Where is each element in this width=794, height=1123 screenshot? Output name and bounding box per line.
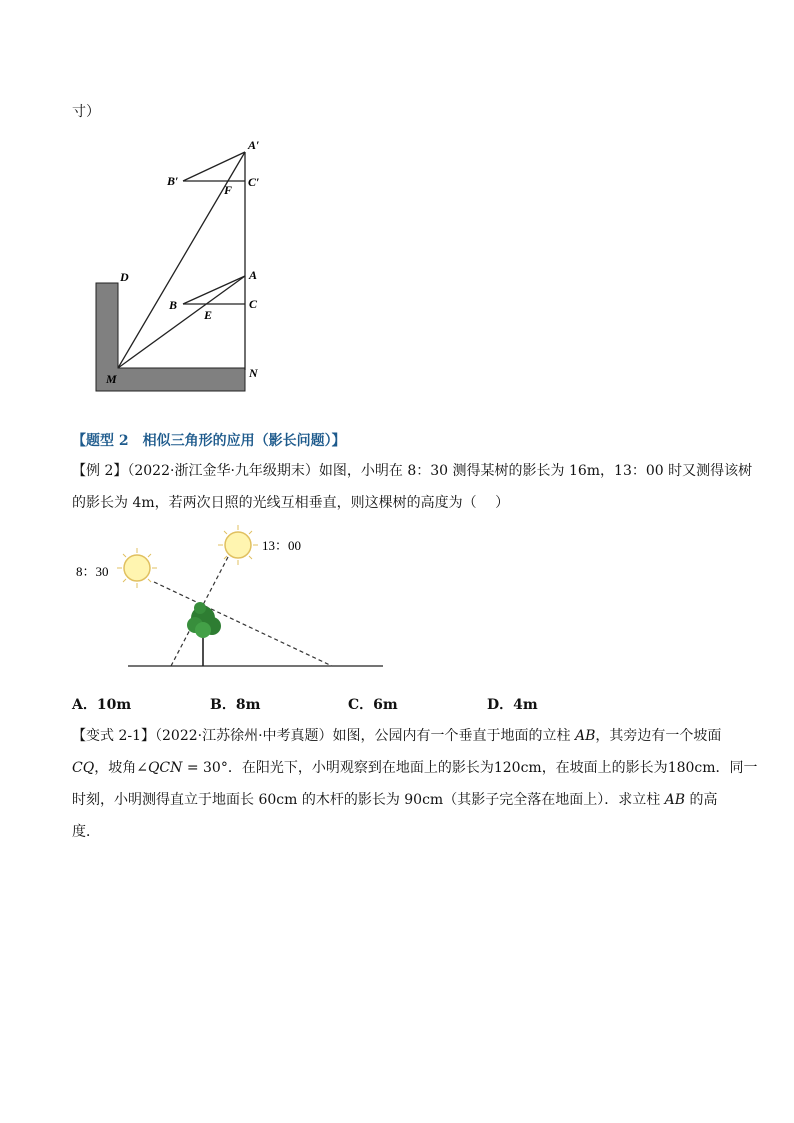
variable-CQ: CQ [72, 760, 95, 776]
label-M: M [106, 372, 117, 386]
label-A: A [249, 268, 258, 282]
option-d[interactable] [487, 694, 538, 714]
example-source: （2022·浙江金华·九年级期末） [127, 463, 319, 479]
variant-text: ，其旁边有一个坡面 [595, 728, 722, 744]
option-a-letter: A． [72, 697, 97, 713]
label-C: C [249, 297, 258, 311]
example-2-line-1 [72, 462, 752, 480]
variant-text: ．同一 [715, 760, 758, 776]
variable-QCN: QCN [147, 760, 183, 776]
variant-line-4: 度． [72, 824, 100, 840]
label-A-prime: A′ [248, 138, 260, 152]
example-2-line-2: 的影长为 4m，若两次日照的光线互相垂直，则这棵树的高度为（ ） [72, 495, 510, 511]
time-label-830: 8：30 [76, 564, 109, 579]
option-c-value: 6m [373, 697, 398, 713]
label-B: B [169, 298, 178, 312]
option-a-value: 10m [96, 697, 132, 713]
option-b-value: 8m [235, 697, 261, 713]
ray-830 [154, 582, 332, 666]
label-F: F [224, 183, 233, 197]
sun-icon-left [117, 548, 157, 588]
option-c[interactable] [348, 694, 398, 714]
option-a[interactable] [72, 694, 131, 714]
option-d-letter: D． [487, 697, 514, 713]
value-120cm: 120cm [493, 760, 542, 776]
option-c-letter: C． [348, 697, 374, 713]
continued-text-fragment: 寸） [72, 104, 100, 120]
example-text: 如图，小明在 8：30 测得某树的影长为 16m，13：00 时又测得该树 [318, 463, 753, 479]
variant-tag: 【变式 2-1】 [72, 728, 155, 744]
variant-line-1 [72, 727, 721, 745]
variable-AB: AB [664, 792, 686, 808]
value-180cm: 180cm [667, 760, 716, 776]
label-D: D [120, 270, 129, 284]
variant-text: ．在阳光下，小明观察到在地面上的影长为 [227, 760, 494, 776]
line-B-A [183, 276, 245, 304]
sun-icon-right [218, 525, 258, 565]
label-C-prime: C′ [248, 175, 260, 189]
line-M-A [118, 276, 245, 368]
variant-line-2 [72, 759, 758, 777]
example-tag: 【例 2】 [72, 463, 128, 479]
time-label-1300: 13：00 [262, 538, 302, 553]
variant-text: 时刻，小明测得直立于地面长 60cm 的木杆的影长为 90cm（其影子完全落在地面上）．求立柱 [72, 792, 661, 808]
section-title: 【题型 2 相似三角形的应用（影长问题）】 [72, 433, 346, 449]
variant-text: ，在坡面上的影长为 [541, 760, 668, 776]
variable-AB: AB [574, 728, 596, 744]
variant-text: 的高 [689, 792, 718, 808]
label-B-prime: B′ [167, 174, 179, 188]
line-B-prime-A-prime [183, 152, 245, 181]
geometry-figure-1 [80, 130, 280, 395]
tree-foliage [187, 602, 221, 638]
option-d-value: 4m [513, 697, 538, 713]
variant-text: ，坡角∠ [94, 760, 148, 776]
option-b-letter: B． [210, 697, 236, 713]
label-E: E [204, 308, 213, 322]
variant-text: = 30° [182, 760, 228, 776]
variant-line-3 [72, 791, 718, 809]
label-N: N [249, 366, 258, 380]
variant-source: （2022·江苏徐州·中考真题） [155, 728, 333, 744]
option-b[interactable] [210, 694, 260, 714]
tree-shadow-figure [60, 522, 390, 674]
variant-text: 如图，公园内有一个垂直于地面的立柱 [332, 728, 571, 744]
